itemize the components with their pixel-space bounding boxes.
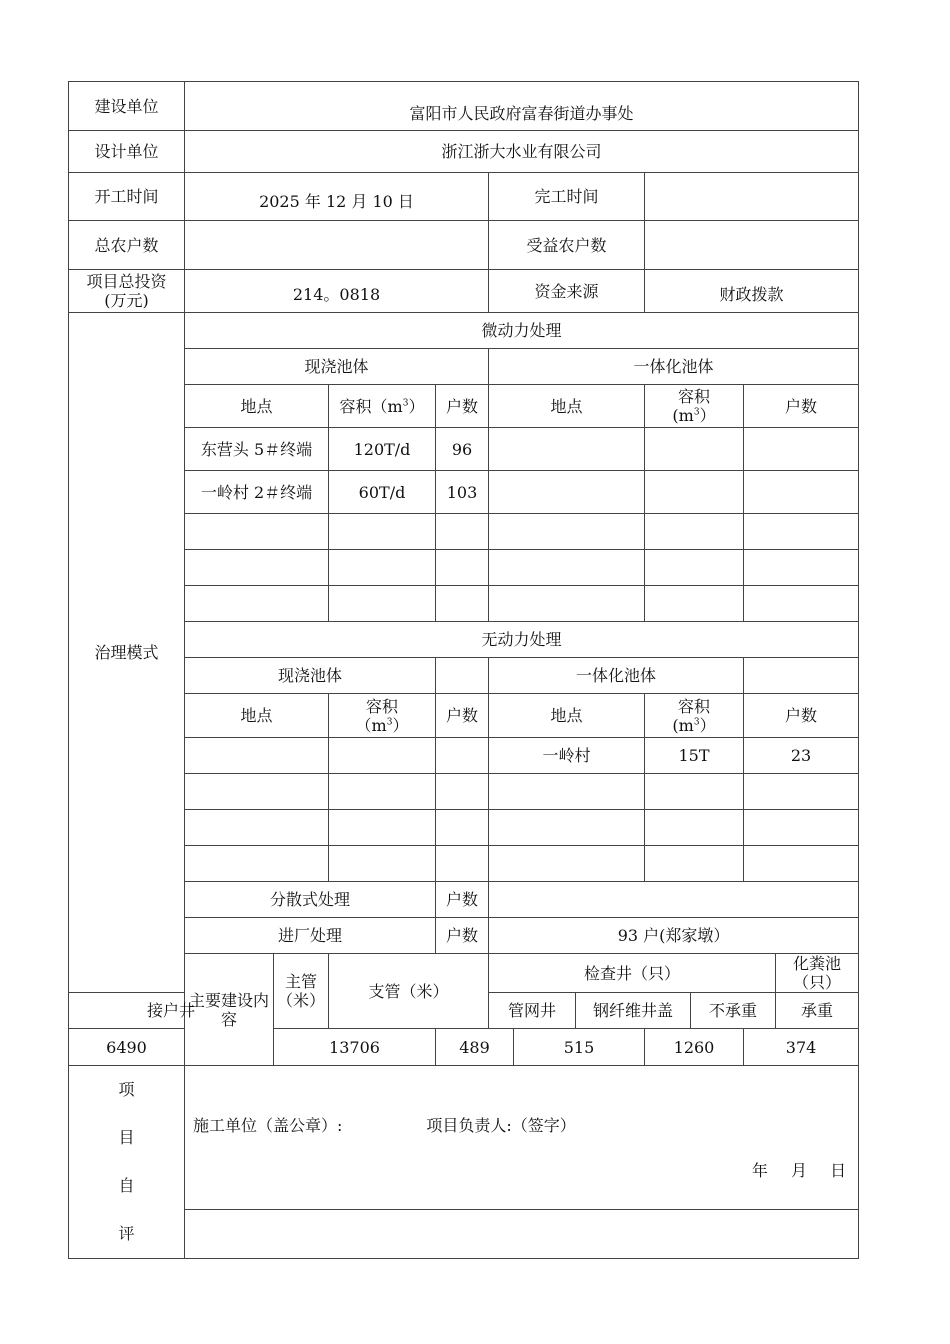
micro-row-1-households: 96 xyxy=(436,428,489,471)
micro-col-volume-text: 容积（m xyxy=(339,396,403,416)
construction-unit-value: 富阳市人民政府富春街道办事处 xyxy=(185,82,859,131)
micro-row-2-location: 一岭村 2＃终端 xyxy=(185,471,329,514)
micro-row-1-volume: 120T/d xyxy=(329,428,436,471)
micro-int-col-households: 户数 xyxy=(744,385,859,428)
micro-empty-cell xyxy=(436,514,489,550)
fund-source-label: 资金来源 xyxy=(489,270,645,313)
micro-integrated: 一体化池体 xyxy=(489,349,859,385)
main-pipe-header-l2: （米） xyxy=(276,991,325,1010)
load-header: 承重 xyxy=(776,993,859,1029)
no-power-empty-cell xyxy=(329,738,436,774)
inspection-well-header: 检查井（只） xyxy=(489,954,776,993)
plant-label: 进厂处理 xyxy=(185,918,436,954)
micro-int-col-volume-end: ） xyxy=(699,406,716,425)
branch-pipe-value: 13706 xyxy=(274,1029,436,1066)
builder-seal: 施工单位（盖公章）: xyxy=(193,1115,343,1135)
self-eval-label xyxy=(69,1066,185,1259)
non-load-value: 374 xyxy=(744,1029,859,1066)
dispersed-households-label: 户数 xyxy=(436,882,489,918)
no-power-int-col-households: 户数 xyxy=(744,694,859,738)
micro-int-row-1-households xyxy=(744,428,859,471)
end-time-label: 完工时间 xyxy=(489,173,645,221)
investment-value: 214。0818 xyxy=(185,270,489,313)
no-power-col-households: 户数 xyxy=(436,694,489,738)
micro-row-2-households: 103 xyxy=(436,471,489,514)
self-eval-body xyxy=(185,1066,859,1210)
no-power-int-col-volume-text: 容积 xyxy=(677,696,710,716)
no-power-blank-right xyxy=(744,658,859,694)
micro-empty-cell xyxy=(744,586,859,622)
self-eval-char: 目 xyxy=(118,1128,135,1147)
construction-unit-label: 建设单位 xyxy=(69,82,185,131)
no-power-blank xyxy=(436,658,489,694)
plant-value: 93 户(郑家墩） xyxy=(489,918,859,954)
micro-col-volume: 容积$(m^3)$ xyxy=(329,385,436,428)
no-power-empty-cell xyxy=(329,846,436,882)
micro-power-title: 微动力处理 xyxy=(185,313,859,349)
project-table xyxy=(68,81,859,1259)
no-power-col-volume-end: ） xyxy=(392,715,409,735)
no-power-empty-cell xyxy=(645,846,744,882)
no-power-empty-cell xyxy=(645,774,744,810)
micro-int-col-volume-text: 容积 xyxy=(677,387,710,406)
no-power-col-volume-text: 容积 xyxy=(365,696,398,716)
fund-source-value: 财政拨款 xyxy=(645,270,859,313)
design-unit-value: 浙江浙大水业有限公司 xyxy=(185,131,859,173)
micro-empty-cell xyxy=(489,550,645,586)
no-power-empty-cell xyxy=(744,774,859,810)
micro-cast-in-place: 现浇池体 xyxy=(185,349,489,385)
plant-households-label: 户数 xyxy=(436,918,489,954)
micro-empty-cell xyxy=(185,586,329,622)
date-year: 年 xyxy=(751,1160,768,1180)
no-power-row-1-volume: 15T xyxy=(645,738,744,774)
micro-empty-cell xyxy=(489,514,645,550)
no-power-integrated: 一体化池体 xyxy=(489,658,744,694)
dispersed-value xyxy=(489,882,859,918)
micro-empty-cell xyxy=(645,550,744,586)
investment-label-text: 项目总投资 xyxy=(86,272,167,291)
record-form xyxy=(68,81,858,1259)
self-eval-blank xyxy=(185,1210,859,1259)
septic-tank-header: 化粪池（只） xyxy=(776,954,859,993)
end-time-value xyxy=(645,173,859,221)
no-power-cast-in-place: 现浇池体 xyxy=(185,658,436,694)
no-power-empty-cell xyxy=(489,846,645,882)
micro-int-row-2-households xyxy=(744,471,859,514)
fiber-cover-header: 钢纤维井盖 xyxy=(576,993,691,1029)
micro-empty-cell xyxy=(489,586,645,622)
micro-empty-cell xyxy=(185,550,329,586)
total-households-label: 总农户数 xyxy=(69,221,185,270)
start-time-value: 2025 年 12 月 10 日 xyxy=(185,173,489,221)
total-households-value xyxy=(185,221,489,270)
self-eval-char: 评 xyxy=(118,1224,135,1243)
micro-int-col-volume-unit: (m xyxy=(672,406,694,425)
no-power-empty-cell xyxy=(329,774,436,810)
main-content-label: 主要建设内容 xyxy=(185,954,274,1066)
no-power-empty-cell xyxy=(436,774,489,810)
micro-empty-cell xyxy=(329,514,436,550)
no-power-empty-cell xyxy=(185,810,329,846)
date-month: 月 xyxy=(790,1160,807,1180)
household-well-value: 489 xyxy=(436,1029,514,1066)
micro-row-1-location: 东营头 5＃终端 xyxy=(185,428,329,471)
micro-row-2-volume: 60T/d xyxy=(329,471,436,514)
investment-label xyxy=(69,270,185,313)
micro-empty-cell xyxy=(436,550,489,586)
no-power-empty-cell xyxy=(436,738,489,774)
manager-signature: 项目负责人:（签字） xyxy=(426,1115,576,1135)
no-power-row-1-location: 一岭村 xyxy=(489,738,645,774)
no-power-int-col-volume-end: ） xyxy=(699,715,716,735)
fiber-cover-value: 1260 xyxy=(645,1029,744,1066)
micro-empty-cell xyxy=(645,586,744,622)
no-power-empty-cell xyxy=(489,774,645,810)
micro-int-row-1-location xyxy=(489,428,645,471)
self-eval-char: 自 xyxy=(118,1176,135,1195)
design-unit-label: 设计单位 xyxy=(69,131,185,173)
micro-empty-cell xyxy=(185,514,329,550)
no-power-empty-cell xyxy=(185,738,329,774)
no-power-empty-cell xyxy=(645,810,744,846)
no-power-empty-cell xyxy=(329,810,436,846)
micro-int-row-1-volume xyxy=(645,428,744,471)
no-power-empty-cell xyxy=(185,774,329,810)
signature-row xyxy=(193,1116,850,1135)
main-pipe-header-l1: 主管 xyxy=(284,972,317,991)
micro-empty-cell xyxy=(329,550,436,586)
micro-empty-cell xyxy=(436,586,489,622)
micro-col-location: 地点 xyxy=(185,385,329,428)
no-power-empty-cell xyxy=(436,810,489,846)
benefit-households-label: 受益农户数 xyxy=(489,221,645,270)
date-row xyxy=(193,1161,850,1180)
micro-empty-cell xyxy=(329,586,436,622)
no-power-row-1-households: 23 xyxy=(744,738,859,774)
no-power-empty-cell xyxy=(744,846,859,882)
no-power-col-location: 地点 xyxy=(185,694,329,738)
household-well-header: 接户井 xyxy=(69,993,274,1029)
benefit-households-value xyxy=(645,221,859,270)
micro-empty-cell xyxy=(744,550,859,586)
no-power-int-col-volume-unit: (m xyxy=(672,715,694,735)
micro-int-row-2-location xyxy=(489,471,645,514)
date-day: 日 xyxy=(830,1160,847,1180)
network-well-value: 515 xyxy=(514,1029,645,1066)
micro-col-households: 户数 xyxy=(436,385,489,428)
micro-empty-cell xyxy=(744,514,859,550)
investment-label-unit: (万元) xyxy=(104,291,149,310)
no-power-empty-cell xyxy=(744,810,859,846)
no-power-int-col-location: 地点 xyxy=(489,694,645,738)
no-power-empty-cell xyxy=(489,810,645,846)
no-power-empty-cell xyxy=(185,846,329,882)
main-pipe-value: 6490 xyxy=(69,1029,185,1066)
dispersed-label: 分散式处理 xyxy=(185,882,436,918)
micro-int-col-volume: 容积 $(m^3)$ xyxy=(645,385,744,428)
governance-label: 治理模式 xyxy=(69,313,185,993)
micro-int-row-2-volume xyxy=(645,471,744,514)
self-eval-char: 项 xyxy=(118,1080,135,1099)
branch-pipe-header: 支管（米） xyxy=(329,954,489,1029)
no-power-int-col-volume: 容积 $(m^3)$ xyxy=(645,694,744,738)
no-power-col-volume-unit: （m xyxy=(355,715,387,735)
micro-int-col-location: 地点 xyxy=(489,385,645,428)
no-power-col-volume: 容积 $(m^3)$ xyxy=(329,694,436,738)
micro-empty-cell xyxy=(645,514,744,550)
micro-col-volume-end: ） xyxy=(408,396,425,416)
network-well-header: 管网井 xyxy=(489,993,576,1029)
no-power-empty-cell xyxy=(436,846,489,882)
no-power-title: 无动力处理 xyxy=(185,622,859,658)
start-time-label: 开工时间 xyxy=(69,173,185,221)
non-load-header: 不承重 xyxy=(691,993,776,1029)
main-pipe-header xyxy=(274,954,329,1029)
